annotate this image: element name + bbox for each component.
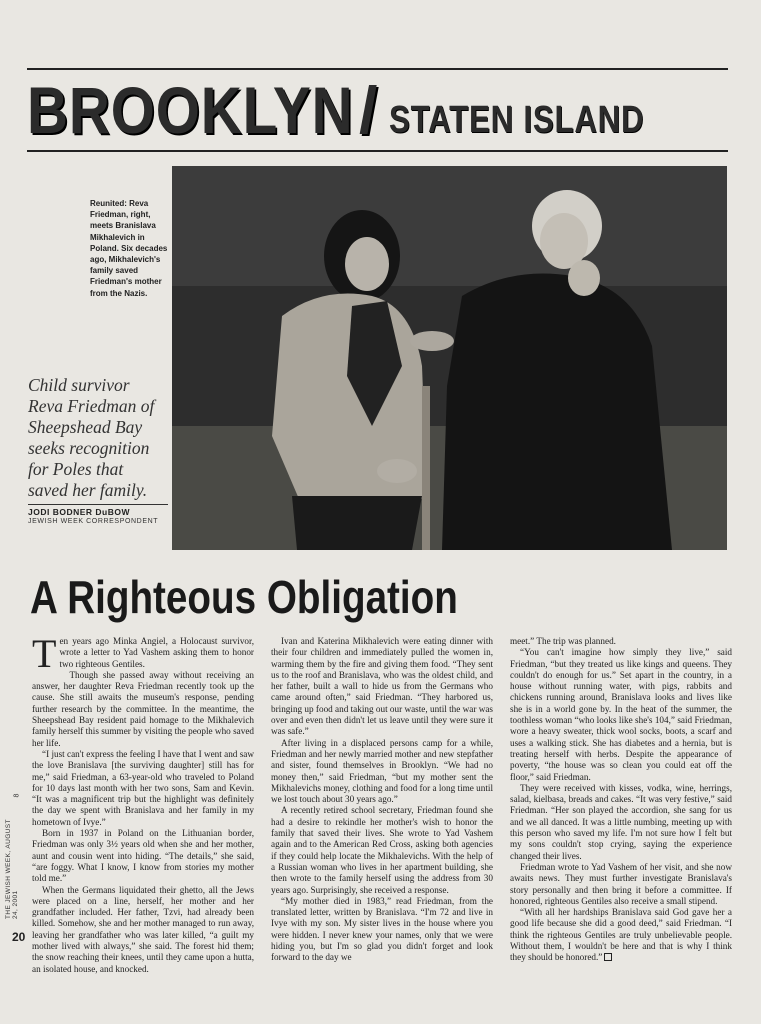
body-paragraph: “I just can't express the feeling I have that I went and saw the love Branislava [the surviving daughter] still has for me,” said Friedman, a 63-year-old who traveled to Poland for 10 days last month with her two sons, Sam and Kevin. “It was a magnificent trip but the highlight was definitely the day we spent with Branislava and her family in my hometown of Ivye.” xyxy=(32,748,254,827)
photo-illustration xyxy=(172,166,727,550)
body-column-1 xyxy=(32,631,254,975)
body-paragraph: Ten years ago Minka Angiel, a Holocaust survivor, wrote a letter to Yad Vashem asking them to honor two righteous Gentiles. xyxy=(32,631,254,676)
margin-mark: 8 xyxy=(13,793,21,798)
body-paragraph: They were received with kisses, vodka, wine, herrings, salad, kielbasa, breads and cakes. “It was very festive,” said Friedman. “Her son played the accordion, she sang for us and we all danced. It was a little numbing, meeting up with this person who saved my life. I'm not sure how I felt but my sons couldn't stop crying, saying the experience changed their lives. xyxy=(510,782,732,861)
body-paragraph: A recently retired school secretary, Friedman found she had a desire to rekindle her mother's wish to honor the family that saved their lives. She wrote to Yad Vashem again and to the American Red Cross, asking both agencies if they could help locate the Mikhalevichs. With the help of a Russian woman who lives in her apartment building, she then wrote to the family herself using the address from 30 years ago. Surprisingly, she received a response. xyxy=(271,805,493,895)
byline-role: JEWISH WEEK CORRESPONDENT xyxy=(28,518,159,525)
body-paragraph: “With all her hardships Branislava said God gave her a good life because she did a good deed,” said Friedman. “I think the righteous Gentiles are truly unbelievable people. Without them, I wouldn't be here and that is why I think they should be honored.” xyxy=(510,907,732,963)
body-paragraph: “You can't imagine how simply they live,” said Friedman, “but they treated us like kings and queens. They couldn't do enough for us.” Set apart in the country, in a house without running water, with pigs, rabbits and chickens running around, Branislava looks and lives like she is in a world gone by. In the heat of the summer, the toothless woman “who looks like she's 104,” said Friedman, wore a heavy sweater, thick wool socks, boots, a scarf and uses a walking stick. She has diabetes and a hernia, but is treating herself with herbs. Despite the appearance of poverty, “the house was so clean you could eat off the floor,” said Friedman. xyxy=(510,647,732,782)
body-paragraph: Though she passed away without receiving an answer, her daughter Reva Friedman recently took up the cause. She still awaits the museum's response, pending further research by the committee. In the meantime, the Sheepshead Bay resident paid homage to the Mikhalevich family herself this summer by visiting the people who saved her life. xyxy=(32,669,254,748)
body-column-3 xyxy=(510,636,732,964)
body-paragraph: Born in 1937 in Poland on the Lithuanian border, Friedman was only 3½ years old when she and her mother, aunt and cousin went into hiding. “The details,” she said, “are foggy. What I know, I know from stories my mother told me.” xyxy=(32,828,254,884)
reunion-photo xyxy=(172,166,727,550)
body-paragraph: “My mother died in 1983,” read Friedman, from the translated letter, written by Branislava. “I'm 72 and live in Ivye with my son. My sister lives in the house where you were hidden. I never knew your names, only that we were hiding you, but I'm so glad you didn't forget and look forward to the day we xyxy=(271,895,493,963)
byline-name: JODI BODNER DuBOW xyxy=(28,504,168,517)
body-paragraph: When the Germans liquidated their ghetto, all the Jews were placed on a line, herself, her mother and her grandfather included. Her father, Tzvi, had already been killed. Somehow, she and her mother managed to run away, leaving her grandfather who was later killed, “a guilt my mother lived with always,” she said. The forest hid them; the snow reaching their knees, until they came upon a hutta, an isolated house, and knocked. xyxy=(32,884,254,974)
masthead-staten-island: STATEN ISLAND xyxy=(389,99,645,141)
body-paragraph: After living in a displaced persons camp for a while, Friedman and her newly married mother and new stepfather and sister, found themselves in Brooklyn. “We had no money then,” said Friedman, “but my mother sent the Mikhalevichs money, clothing and food for a long time until we lost touch about 30 years ago.” xyxy=(271,737,493,805)
folio-publication-date: THE JEWISH WEEK, AUGUST 24, 2001 xyxy=(5,819,19,919)
body-paragraph: meet.” The trip was planned. xyxy=(510,636,616,646)
article-headline: A Righteous Obligation xyxy=(30,571,458,623)
body-paragraph: Ivan and Katerina Mikhalevich were eating dinner with their four children and immediately pulled the women in, warming them by the fire and giving them food. “They sent us to the roof and Branislava, who was the oldest child, and her father, built a wall to hide us from the Germans who came around often,” said Friedman. “They harbored us, bringing up food and taking out our waste, until the war was over and even then didn't let us leave until they were sure it was safe.” xyxy=(271,636,493,737)
photo-caption: Reunited: Reva Friedman, right, meets Branislava Mikhalevich in Poland. Six decades ago, Mikhalevich's family saved Friedman's mother from the Nazis. xyxy=(90,199,168,298)
section-masthead xyxy=(27,74,728,146)
page-number: 20 xyxy=(12,930,26,944)
top-rule xyxy=(27,68,728,70)
masthead-rule xyxy=(27,150,728,152)
drop-cap: T xyxy=(32,631,57,676)
end-mark-icon xyxy=(604,953,612,961)
masthead-brooklyn: BROOKLYN xyxy=(27,73,354,147)
body-column-2 xyxy=(271,636,493,964)
article-deck: Child survivor Reva Friedman of Sheepshead Bay seeks recognition for Poles that saved her family. xyxy=(28,375,155,500)
masthead-slash: / xyxy=(359,73,378,147)
body-paragraph: Friedman wrote to Yad Vashem of her visit, and she now awaits news. They must further investigate Branislava's story personally and then bring it before a committee. If honored, righteous Gentiles also receive a small stipend. xyxy=(510,861,732,906)
